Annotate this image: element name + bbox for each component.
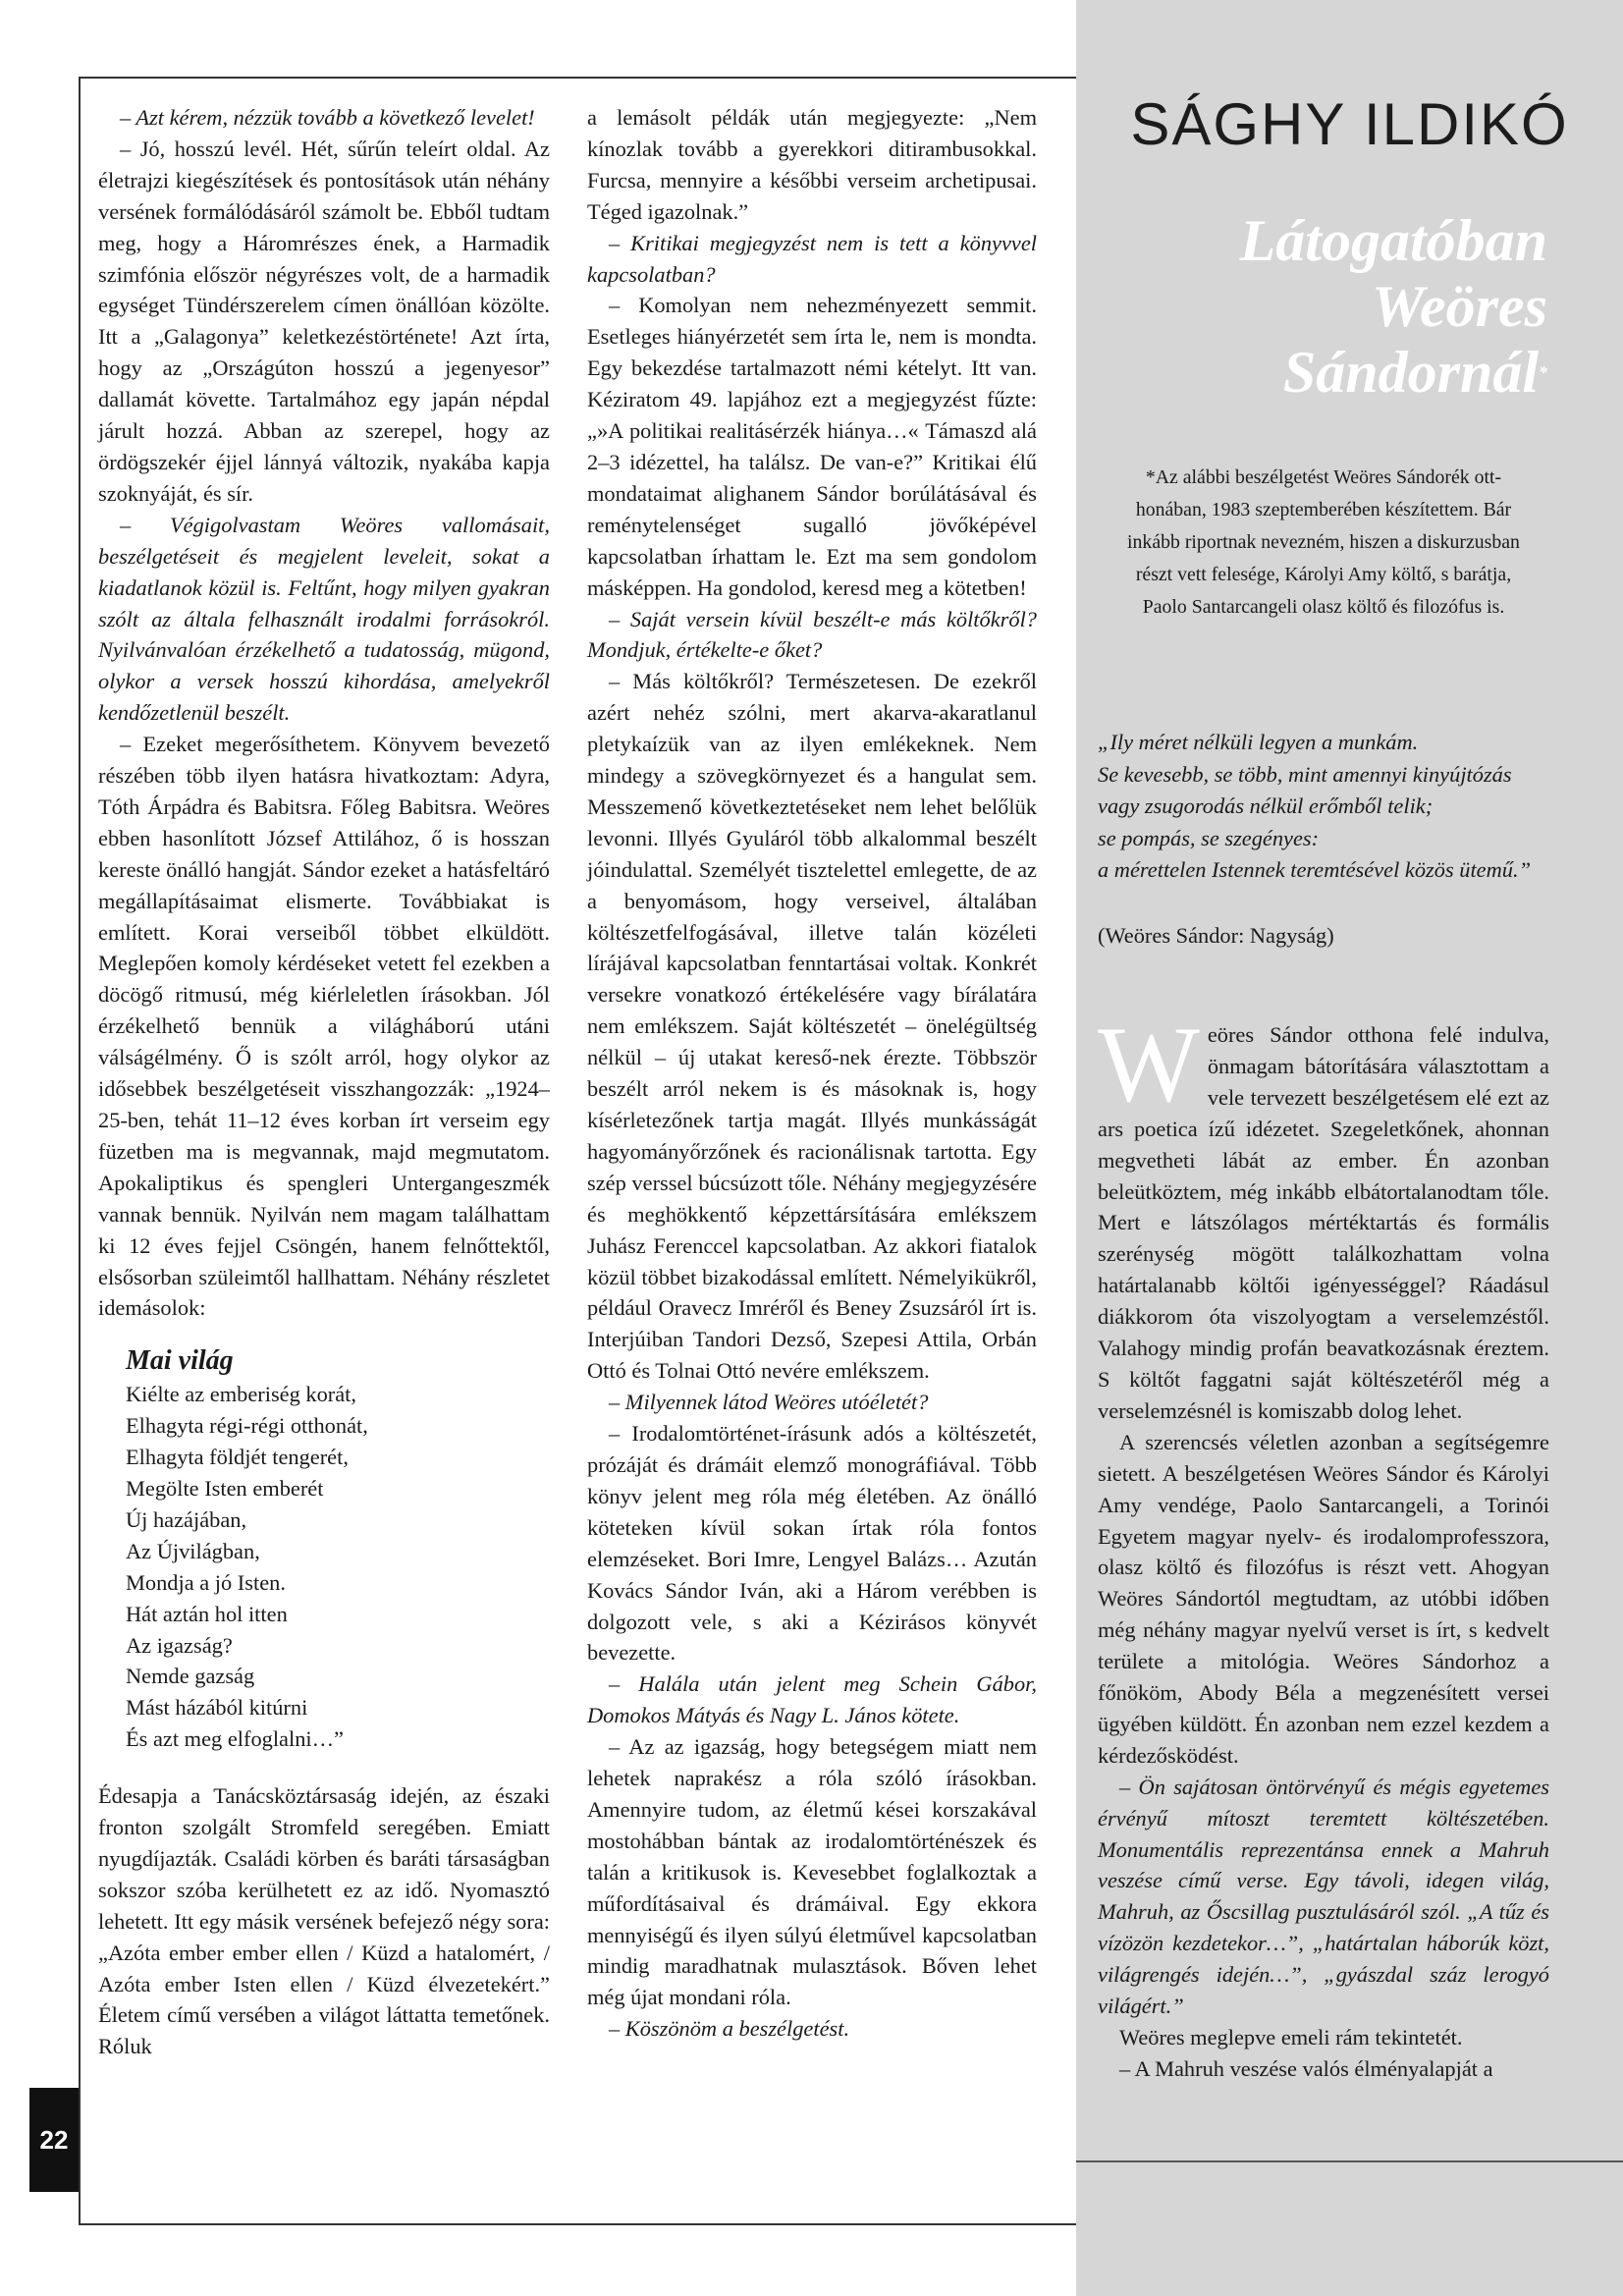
author-name: SÁGHY ILDIKÓ [1130, 91, 1569, 157]
footnote-line: részt vett felesége, Károlyi Amy költő, s barátja, [1135, 564, 1512, 585]
paragraph: – Végigolvastam Weöres vallomásait, beszélgetéseit és megjelent leveleit, sokat a kiadatlanok közül is. Feltűnt, hogy milyen gyakran szólt az általa felhasznált irodalmi forrásokról. Nyilvánvalóan érzékelhető a tudatosság, mügond, olykor a versek hosszú kihordása, amelyekről kendőzetlenül beszélt. [98, 512, 550, 726]
title-footnote-star: * [1539, 362, 1547, 382]
text-column-3 [1098, 1005, 1549, 2085]
poem-line: Az Újvilágban, [126, 1538, 260, 1563]
footnote-line: inkább riportnak nevezném, hiszen a diskurzusban [1127, 531, 1520, 553]
footnote [1098, 462, 1549, 624]
paragraph: – Saját versein kívül beszélt-e más költőkről? Mondjuk, értékelte-e őket? [587, 606, 1037, 663]
paragraph: – A Mahruh veszése valós élményalapját a [1119, 2055, 1493, 2081]
poem-title: Mai világ [126, 1345, 234, 1377]
poem-line: Megölte Isten emberét [126, 1475, 324, 1501]
page-number: 22 [29, 2088, 79, 2192]
text-column-1 [98, 102, 550, 2062]
paragraph: – Azt kérem, nézzük tovább a következő levelet! [120, 105, 535, 130]
motto-line: a mérettelen Istennek teremtésével közös ütemű.” [1098, 857, 1532, 882]
motto-source: (Weöres Sándor: Nagyság) [1098, 923, 1334, 948]
paragraph: – Ön sajátosan öntörvényű és mégis egyetemes érvényű mítoszt teremtett költészetében. Monumentális reprezentánsa ennek a Mahruh veszése című verse. Egy távoli, idegen világ, Mahruh, az Őscsillag pusztulásáról szól. „A tűz és vízözön kezdetekor…”, „határtalan háborúk közt, világrengés idején…”, „gyászdal száz lerogyó világért.” [1098, 1774, 1549, 2019]
paragraph: Weöres Sándor otthona felé indulva, önmagam bátorítására választottam a vele tervezett beszélgetésem elé ezt az ars poetica ízű idézetet. Szegeletkőnek, ahonnan megvetheti lábát az ember. Én azonban beleütköztem, még inkább elbátortalanodtam tőle. Mert e látszólagos mértéktartás és formális szerénység mögött találkozhattam volna határtalanabb költői igényességgel? Ráadásul diákkorom óta viszolyogtam a verselemzéstől. Valahogy mindig profán beavatkozásnak éreztem. S költőt faggatni saját költészetéről még a verselemzésnél is komiszabb dolog lehet. [1098, 1005, 1549, 1423]
poem-line: Kiélte az emberiség korát, [126, 1382, 356, 1407]
drop-cap: W [1098, 1005, 1200, 1124]
paragraph: – Más költőkről? Természetesen. De ezekről azért nehéz szólni, mert akarva-akaratlanul pletykaízük van az ilyen emlékeknek. Nem mindegy a szövegkörnyezet és a hangulat sem. Messzemenő következtetéseket nem lehet belőlük levonni. Illyés Gyuláról több alkalommal beszélt jóindulattal. Személyét tisztelettel emlegette, de az a benyomásom, hogy verseivel, általában költészetfelfogásával, illetve talán közéleti lírájával kapcsolatban fenntartásai voltak. Konkrét versekre vonatkozó értékelésére vagy bírálatára nem emlékszem. Saját költészetét – önelégültség nélkül – új utakat kereső-nek érezte. Többször beszélt arról nekem is és másoknak is, hogy kísérletezőnek tartja magát. Illyés munkásságát hagyományőrzőnek és racionálisnak tartotta. Egy szép verssel búcsúzott tőle. Néhány megjegyzésére és meghökkentő képzettársítására emlékszem Juhász Ferenccel kapcsolatban. Az akkori fiatalok közül többet bizakodással említett. Némelyikükről, például Oravecz Imréről és Beney Zsuzsáról írt is. Interjúiban Tandori Dezső, Szepesi Attila, Orbán Ottó és Tolnai Ottó nevére emlékszem. [587, 669, 1037, 1384]
poem-line: Új hazájában, [126, 1506, 247, 1532]
motto-line: Se kevesebb, se több, mint amennyi kinyújtózás [1098, 761, 1512, 787]
poem-line: Az igazság? [126, 1632, 233, 1658]
frame-rule-top [79, 77, 1076, 79]
poem-line: Mást házából kitúrni [126, 1695, 308, 1721]
paragraph: A szerencsés véletlen azonban a segítségemre sietett. A beszélgetésen Weöres Sándor és Károlyi Amy vendége, Paolo Santarcangeli, a Torinói Egyetem magyar nyelv- és irodalomprofesszora, olasz költő és filozófus is részt vett. Ahogyan Weöres Sándortól megtudtam, az utóbbi időben még néhány magyar nyelvű verset is írt, s kedvelt területe a mitológia. Weöres Sándorhoz a főnököm, Abody Béla a megzenésített versei ügyében küldött. Én azonban nem ezzel kezdem a kérdezősködést. [1098, 1429, 1549, 1768]
paragraph: – Komolyan nem nehezményezett semmit. Esetleges hiányérzetét sem írta le, nem is mondta. Egy bekezdése tartalmazott némi kételyt. Itt van. Kéziratom 49. lapjához ezt a megjegyzést fűzte: „»A politikai realitásérzék hiánya…« Támaszd alá 2–3 idézettel, ha találsz. De van-e?” Kritikai élű mondataimat alighanem Sándor borúlátásával és reménytelenséget sugalló jövőképével kapcsolatban írhattam le. Ezt ma sem gondolom másképpen. Ha gondolod, keresd meg a kötetben! [587, 293, 1037, 600]
paragraph: a lemásolt példák után megjegyezte: „Nem kínozlak tovább a gyerekkori ditirambusokkal. Furcsa, mennyire a későbbi verseim archetipusai. Téged igazolnak.” [587, 105, 1037, 224]
poem-line: És azt meg elfoglalni…” [126, 1726, 344, 1752]
poem-line: Hát aztán hol itten [126, 1601, 288, 1626]
frame-rule-sidebar-bottom [1076, 2160, 1623, 2162]
poem-line: Mondja a jó Isten. [126, 1569, 286, 1595]
poem [126, 1379, 550, 1755]
title-line: Látogatóban [1239, 208, 1547, 273]
poem-line: Nemde gazság [126, 1664, 255, 1689]
footnote-line: *Az alábbi beszélgetést Weöres Sándorék ott- [1145, 466, 1502, 488]
frame-rule-left [79, 77, 81, 2225]
footnote-line: Paolo Santarcangeli olasz költő és filozófus is. [1142, 596, 1505, 618]
poem-line: Elhagyta földjét tengerét, [126, 1445, 349, 1470]
poem-line: Elhagyta régi-régi otthonát, [126, 1413, 368, 1439]
paragraph: – Jó, hosszú levél. Hét, sűrűn teleírt oldal. Az életrajzi kiegészítések és pontosítások után néhány versének formálódásáról számolt be. Ebből tudtam meg, hogy a Háromrészes ének, a Harmadik szimfónia először négyrészes volt, de a harmadik egységet Tündérszerelem címen önállóan közölte. Itt a „Galagonya” keletkezéstörténete! Azt írta, hogy az „Országúton hosszú a jegenyesor” dallamát követte. Tartalmához egy japán népdal járult hozzá. Abban az szerepel, hogy az ördögszekér éjjel lánnyá változik, nyakába kapja szoknyáját, és sír. [98, 136, 550, 506]
paragraph: Édesapja a Tanácsköztársaság idején, az északi fronton szolgált Stromfeld seregében. Emiatt nyugdíjazták. Családi körben és baráti társaságban sokszor szóba kerülhetett ez az idő. Nyomasztó lehetett. Itt egy másik versének befejező négy sora: „Azóta ember ember ellen / Küzd a hatalomért, / Azóta ember Isten ellen / Küzd élvezetekért.” Életem című versében a világot láttatta temetőnek. Róluk [98, 1783, 550, 2059]
paragraph: – Ezeket megerősíthetem. Könyvem bevezető részében több ilyen hatásra hivatkoztam: Adyra, Tóth Árpádra és Babitsra. Főleg Babitsra. Weöres ebben hasonlított József Attilához, ő is hosszan kereste önálló hangját. Sándor ezeket a hatásfeltáró megállapításaimat elismerte. Továbbiakat is említett. Korai verseiből többet elküldött. Meglepően komoly kérdéseket vetett fel ezekben a döcögő ritmusú, még kiérleletlen írásokban. Jól érzékelhető bennük a világháború utáni válságélmény. Ő is szólt arról, hogy olykor az idősebbek beszélgetéseit visszhangozzák: „1924–25-ben, tehát 11–12 éves korban írt verseim egy füzetben ma is megvannak, majd megmutatom. Apokaliptikus és spengleri Untergangeszmék vannak bennük. Nyilván nem magam találhattam ki 12 éves fejjel Csöngén, hanem felnőttektől, elsősorban szüleimtől hallhattam. Néhány részletet idemásolok: [98, 732, 550, 1321]
text-column-2 [587, 102, 1037, 2045]
motto-quote [1098, 727, 1579, 887]
paragraph: Weöres meglepve emeli rám tekintetét. [1119, 2025, 1463, 2050]
title-line: Weöres [1372, 274, 1547, 339]
paragraph: – Az az igazság, hogy betegségem miatt nem lehetek naprakész a róla szóló írásokban. Amennyire tudom, az életmű kései korszakával mostohábban bántak az irodalomtörténészek és talán a kritikusok is. Kevesebbet foglalkoztak a műfordításaival és drámáival. Egy ekkora mennyiségű és ilyen súlyú életművel kapcsolatban mindig maradhatnak mulasztások. Bőven lehet még újat mondani róla. [587, 1734, 1037, 2010]
paragraph: – Halála után jelent meg Schein Gábor, Domokos Mátyás és Nagy L. János kötete. [587, 1671, 1037, 1728]
paragraph: – Kritikai megjegyzést nem is tett a könyvvel kapcsolatban? [587, 230, 1037, 287]
frame-rule-bottom [79, 2223, 1076, 2225]
title-line: Sándornál* [1282, 340, 1547, 405]
paragraph: – Milyennek látod Weöres utóéletét? [609, 1390, 929, 1415]
motto-line: se pompás, se szegényes: [1098, 825, 1320, 850]
article-title [1129, 208, 1547, 406]
paragraph: – Irodalomtörténet-írásunk adós a költészetét, prózáját és drámáit elemző monográfiával. Több könyv jelent meg róla még életében. Az önálló köteteken kívül sokan írtak róla fontos elemzéseket. Bori Imre, Lengyel Balázs… Azután Kovács Sándor Iván, aki a Három verébben is dolgozott vele, s aki a Kézirásos könyvét bevezette. [587, 1421, 1037, 1666]
motto-line: vagy zsugorodás nélkül erőmből telik; [1098, 793, 1434, 818]
footnote-line: honában, 1983 szeptemberében készítettem. Bár [1135, 499, 1512, 520]
paragraph: – Köszönöm a beszélgetést. [609, 2016, 850, 2042]
motto-line: „Ily méret nélküli legyen a munkám. [1098, 730, 1419, 754]
